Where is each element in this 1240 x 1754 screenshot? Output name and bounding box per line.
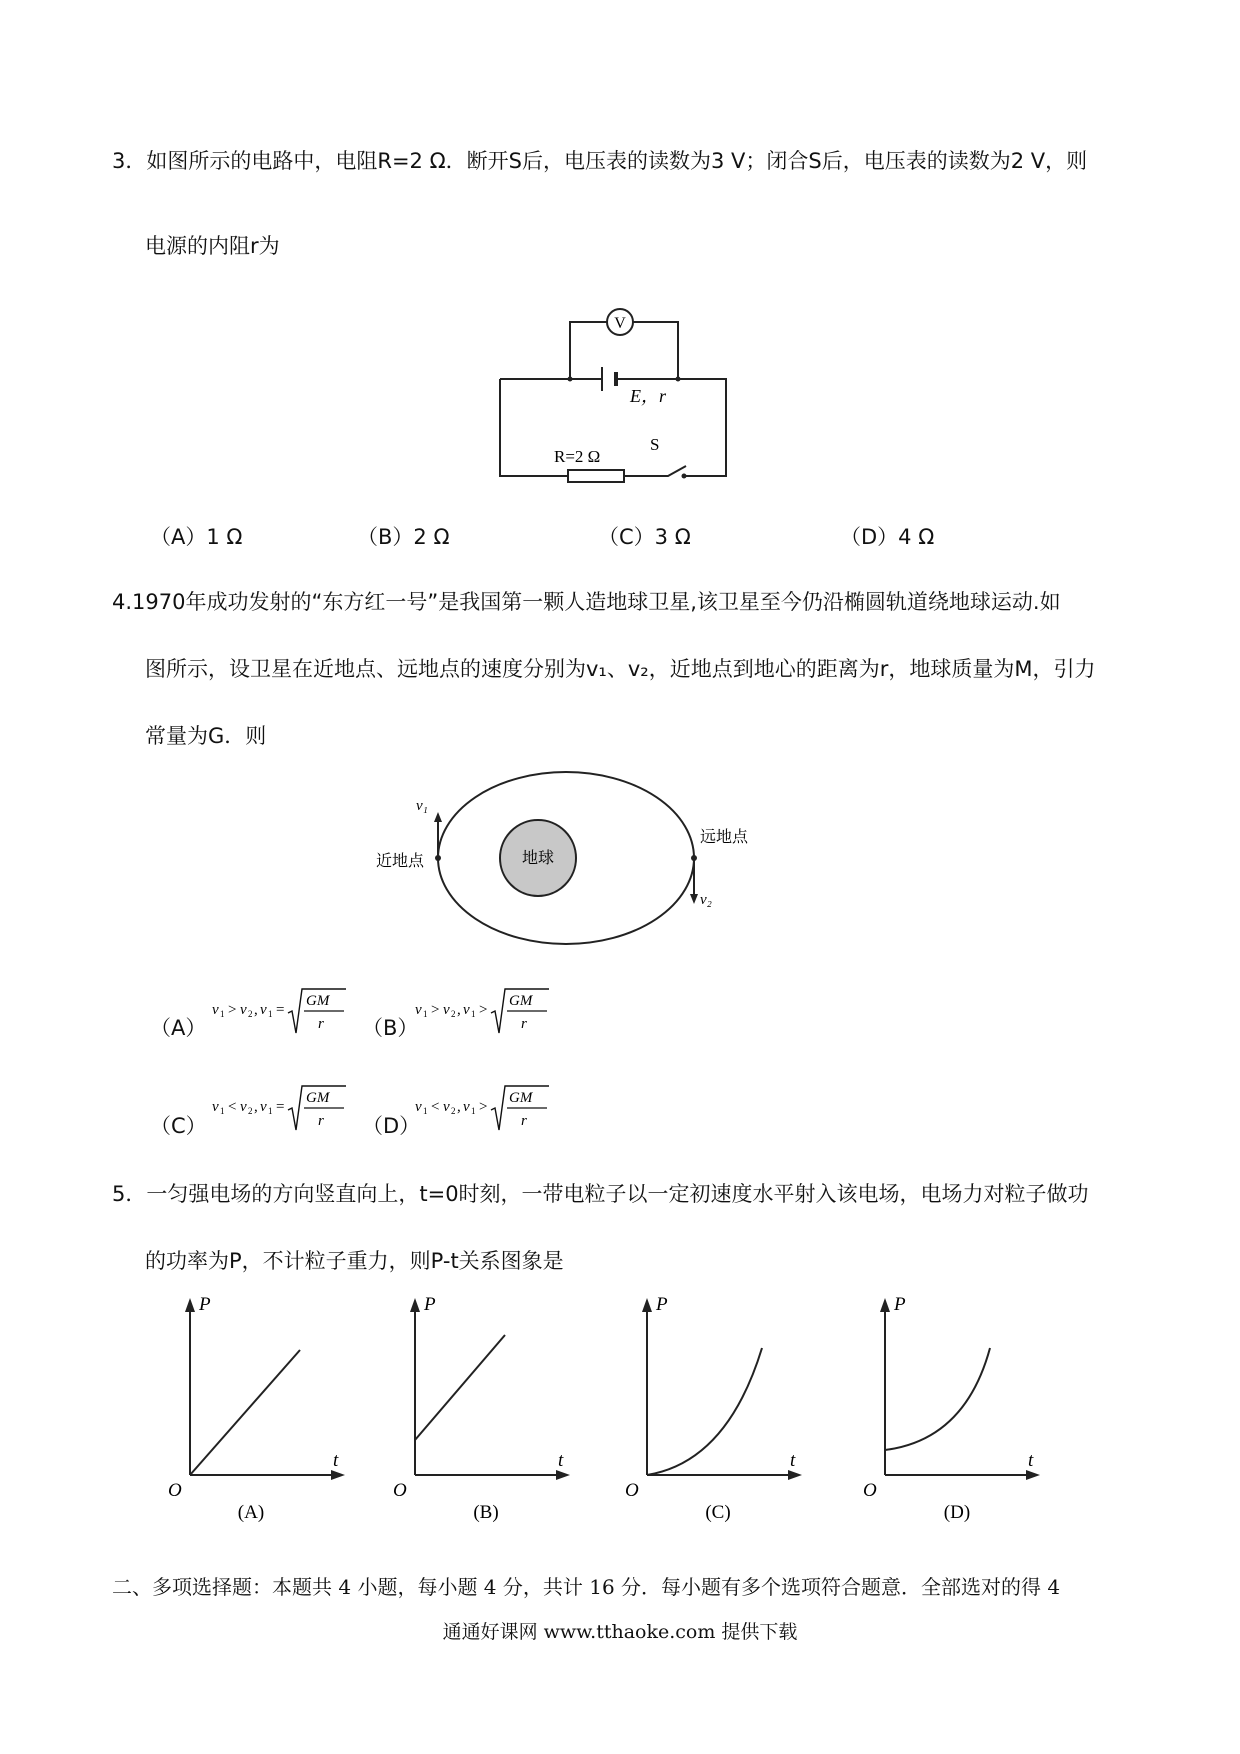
svg-text:1: 1 [423, 1106, 428, 1116]
svg-text:GM: GM [509, 993, 533, 1009]
q5-graph-c [622, 1290, 812, 1530]
q4-option-c-label: （C） [150, 1114, 207, 1138]
q4-option-b-label: （B） [362, 1016, 419, 1040]
svg-text:1: 1 [220, 1009, 225, 1019]
q5-graph-b [390, 1290, 580, 1530]
svg-text:t: t [1028, 1450, 1034, 1471]
q4-option-a-label: （A） [150, 1016, 207, 1040]
svg-text:1: 1 [268, 1009, 273, 1019]
q4-option-d-label: （D） [362, 1114, 421, 1138]
svg-text:v: v [260, 1002, 267, 1018]
graph-d-curve [885, 1348, 990, 1450]
svg-text:1: 1 [471, 1106, 476, 1116]
graph-d-label: (D) [943, 1502, 971, 1523]
v2-label: v₂ [700, 892, 712, 908]
svg-text:2: 2 [451, 1009, 456, 1019]
q4-text-line2: 图所示，设卫星在近地点、远地点的速度分别为v₁、v₂，近地点到地心的距离为r，地球质量为M，引力 [145, 657, 1096, 681]
section2-heading: 二、多项选择题：本题共 4 小题，每小题 4 分，共计 16 分．每小题有多个选项符合题意．全部选对的得 4 [112, 1575, 1061, 1599]
q4-text-line3: 常量为G．则 [145, 724, 267, 748]
svg-text:1: 1 [423, 1009, 428, 1019]
q3-text-line2: 电源的内阻r为 [145, 234, 280, 258]
svg-text:P: P [199, 1294, 211, 1315]
svg-text:P: P [894, 1294, 906, 1315]
q4-orbit-diagram [376, 762, 780, 942]
svg-text:2: 2 [451, 1106, 456, 1116]
switch-label: S [650, 435, 660, 454]
q3-option-a: （A）1 Ω [150, 525, 243, 549]
svg-text:GM: GM [509, 1090, 533, 1106]
source-label: E，r [630, 386, 666, 406]
graph-a-curve [190, 1350, 300, 1475]
svg-text:v: v [260, 1099, 267, 1115]
svg-text:1: 1 [268, 1106, 273, 1116]
svg-text:=: = [276, 1002, 285, 1018]
svg-text:<: < [228, 1099, 237, 1115]
svg-text:v: v [212, 1002, 219, 1018]
svg-text:GM: GM [306, 1090, 330, 1106]
svg-text:v: v [415, 1002, 422, 1018]
svg-text:>: > [431, 1002, 440, 1018]
svg-text:P: P [424, 1294, 436, 1315]
svg-text:r: r [318, 1113, 324, 1129]
page-footer: 通通好课网 www.tthaoke.com 提供下载 [442, 1621, 798, 1643]
resistor-label: R=2 Ω [554, 447, 601, 466]
graph-c-curve [647, 1348, 762, 1475]
v1-label: v₁ [416, 798, 428, 814]
svg-text:v: v [463, 1002, 470, 1018]
voltmeter-label: V [614, 315, 626, 332]
svg-text:t: t [333, 1450, 339, 1471]
q4-text-line1: 4.1970年成功发射的“东方红一号”是我国第一颗人造地球卫星,该卫星至今仍沿椭圆轨道绕地球运动.如 [112, 590, 1061, 614]
q4-option-b-formula [415, 983, 565, 1043]
q5-graph-a [165, 1290, 355, 1530]
svg-text:r: r [521, 1113, 527, 1129]
q5-text-line1: 5．一匀强电场的方向竖直向上，t=0时刻，一带电粒子以一定初速度水平射入该电场，电场力对粒子做功 [112, 1182, 1089, 1206]
q4-option-c-formula [212, 1080, 362, 1140]
svg-text:,: , [254, 1099, 258, 1115]
svg-text:,: , [457, 1002, 461, 1018]
svg-text:2: 2 [248, 1009, 253, 1019]
svg-text:v: v [212, 1099, 219, 1115]
q5-graph-d [860, 1290, 1050, 1530]
svg-text:>: > [479, 1002, 488, 1018]
q3-option-b: （B）2 Ω [357, 525, 450, 549]
svg-text:=: = [276, 1099, 285, 1115]
svg-text:t: t [558, 1450, 564, 1471]
svg-text:>: > [228, 1002, 237, 1018]
graph-a-label: (A) [237, 1502, 265, 1523]
svg-text:r: r [521, 1016, 527, 1032]
svg-text:1: 1 [471, 1009, 476, 1019]
svg-text:v: v [240, 1099, 247, 1115]
q3-text-line1: 3．如图所示的电路中，电阻R=2 Ω．断开S后，电压表的读数为3 V；闭合S后，电压表的读数为2 V，则 [112, 149, 1088, 173]
svg-text:1: 1 [220, 1106, 225, 1116]
svg-text:v: v [443, 1099, 450, 1115]
q3-option-c: （C）3 Ω [598, 525, 691, 549]
svg-text:<: < [431, 1099, 440, 1115]
svg-text:O: O [168, 1480, 182, 1501]
svg-text:P: P [656, 1294, 668, 1315]
graph-b-curve [415, 1335, 505, 1440]
svg-text:v: v [443, 1002, 450, 1018]
svg-text:,: , [457, 1099, 461, 1115]
q3-option-d: （D）4 Ω [840, 525, 935, 549]
svg-text:2: 2 [248, 1106, 253, 1116]
svg-text:r: r [318, 1016, 324, 1032]
svg-text:v: v [240, 1002, 247, 1018]
svg-text:t: t [790, 1450, 796, 1471]
svg-text:v: v [463, 1099, 470, 1115]
svg-text:GM: GM [306, 993, 330, 1009]
perigee-label: 近地点 [376, 851, 425, 870]
q4-option-d-formula [415, 1080, 565, 1140]
earth-label: 地球 [521, 848, 555, 867]
graph-b-label: (B) [473, 1502, 499, 1523]
apogee-label: 远地点 [700, 827, 749, 846]
svg-text:,: , [254, 1002, 258, 1018]
svg-text:O: O [863, 1480, 877, 1501]
svg-text:O: O [393, 1480, 407, 1501]
q5-text-line2: 的功率为P，不计粒子重力，则P-t关系图象是 [145, 1249, 564, 1273]
q3-circuit-diagram [490, 298, 750, 466]
q4-option-a-formula [212, 983, 362, 1043]
graph-c-label: (C) [705, 1502, 731, 1523]
svg-text:O: O [625, 1480, 639, 1501]
svg-text:>: > [479, 1099, 488, 1115]
svg-text:v: v [415, 1099, 422, 1115]
